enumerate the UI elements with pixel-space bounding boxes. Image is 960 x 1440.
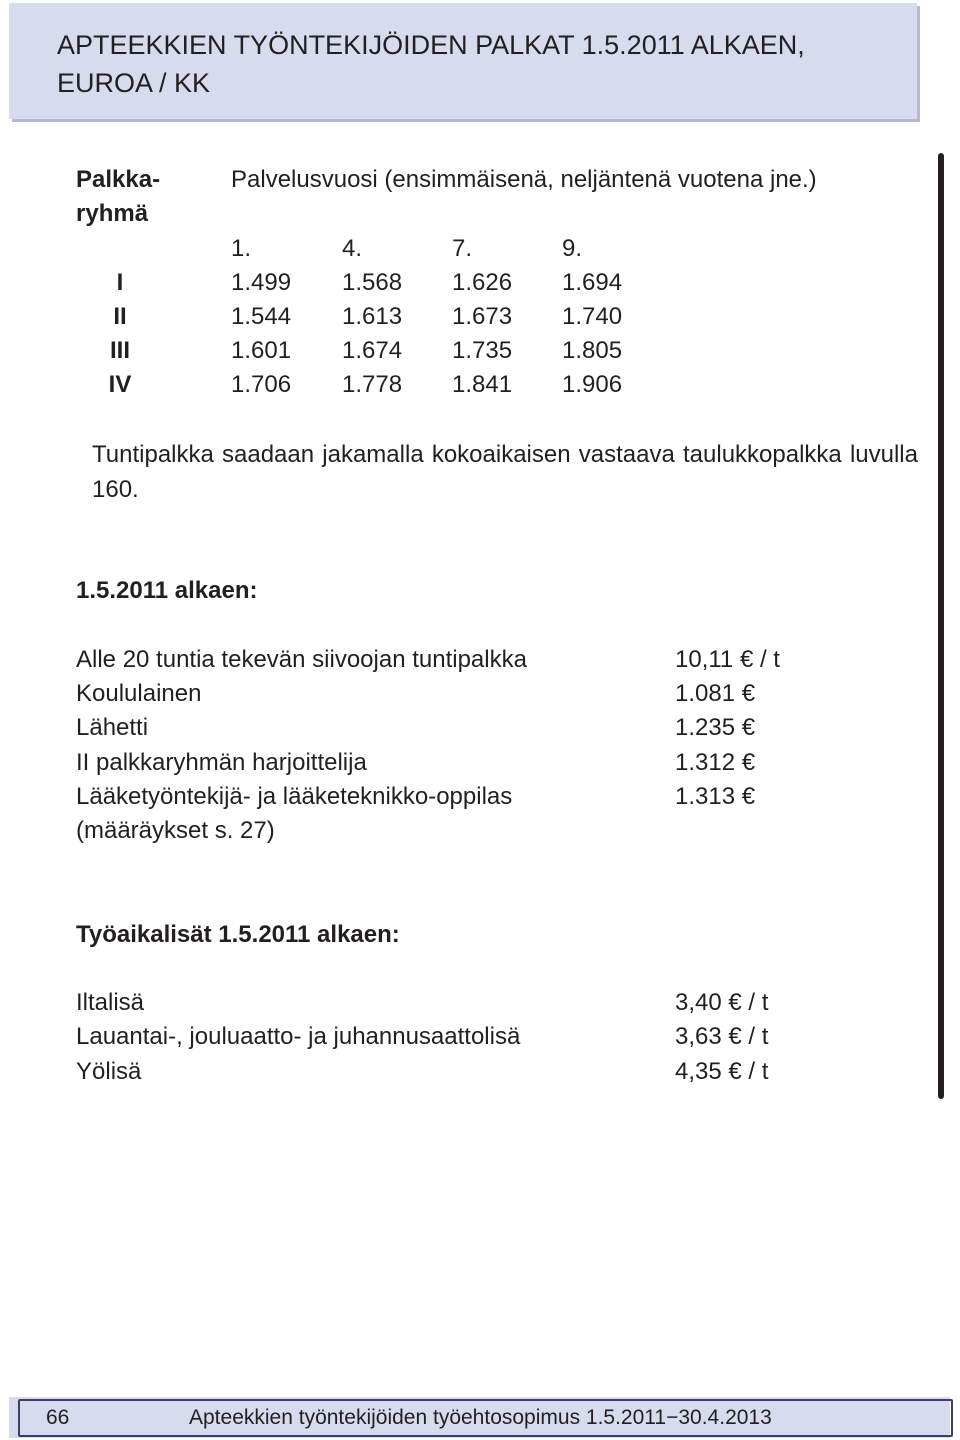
item-label: Lauantai-, jouluaatto- ja juhannusaattolisä (76, 1023, 521, 1050)
item-value: 1.312 € (675, 749, 756, 776)
salary-cell: 1.568 (342, 269, 403, 296)
item-value: 10,11 € / t (675, 646, 780, 673)
salary-cell: 1.740 (562, 303, 623, 330)
salary-cell: 1.626 (452, 269, 513, 296)
margin-rule (938, 153, 944, 1099)
page-title-line-1: APTEEKKIEN TYÖNTEKIJÖIDEN PALKAT 1.5.2011 ALKAEN, (57, 30, 805, 60)
year-column-header: 7. (452, 235, 473, 262)
salary-cell: 1.673 (452, 303, 513, 330)
salary-cell: 1.805 (562, 337, 623, 364)
item-value: 1.235 € (675, 714, 756, 741)
salary-cell: 1.778 (342, 371, 403, 398)
year-column-header: 9. (562, 235, 583, 262)
title-banner (9, 3, 917, 119)
item-label: II palkkaryhmän harjoittelija (76, 749, 367, 776)
item-label: Alle 20 tuntia tekevän siivoojan tuntipalkka (76, 646, 527, 673)
item-value: 3,63 € / t (675, 1023, 769, 1050)
year-column-header: 4. (342, 235, 363, 262)
year-column-header: 1. (231, 235, 252, 262)
salary-cell: 1.694 (562, 269, 623, 296)
item-label: Iltalisä (76, 989, 145, 1016)
salary-cell: 1.841 (452, 371, 513, 398)
item-value: 1.313 € (675, 783, 756, 810)
item-value: 1.081 € (675, 680, 756, 707)
item-label: Yölisä (76, 1058, 142, 1085)
years-header: Palvelusvuosi (ensimmäisenä, neljäntenä vuotena jne.) (231, 166, 817, 193)
page-title (57, 26, 897, 102)
item-value: 4,35 € / t (675, 1058, 769, 1085)
item-label: Lääketyöntekijä- ja lääketeknikko-oppilas (76, 783, 513, 810)
item-value: 3,40 € / t (675, 989, 769, 1016)
item-label: Lähetti (76, 714, 149, 741)
salary-cell: 1.706 (231, 371, 292, 398)
salary-cell: 1.906 (562, 371, 623, 398)
group-header: Palkka- (76, 166, 161, 193)
page-title-line-2: EUROA / KK (57, 68, 211, 98)
salary-cell: 1.674 (342, 337, 403, 364)
group-label: III (109, 337, 130, 364)
footer-text: Apteekkien työntekijöiden työehtosopimus 1.5.2011−30.4.2013 (189, 1406, 772, 1429)
item-footnote: (määräykset s. 27) (76, 817, 275, 844)
salary-cell: 1.613 (342, 303, 403, 330)
group-header-line-2: ryhmä (76, 200, 149, 227)
group-label: IV (108, 371, 132, 398)
group-label: II (113, 303, 127, 330)
group-label: I (116, 269, 124, 296)
salary-cell: 1.544 (231, 303, 292, 330)
item-label: Koululainen (76, 680, 202, 707)
section-heading: Työaikalisät 1.5.2011 alkaen: (76, 921, 400, 948)
hourly-wage-note: Tuntipalkka saadaan jakamalla kokoaikaisen vastaava taulukkopalkka luvulla 160. (92, 441, 918, 503)
salary-cell: 1.499 (231, 269, 292, 296)
salary-cell: 1.735 (452, 337, 513, 364)
page-number: 66 (46, 1406, 70, 1429)
section-heading: 1.5.2011 alkaen: (76, 577, 258, 604)
salary-cell: 1.601 (231, 337, 292, 364)
